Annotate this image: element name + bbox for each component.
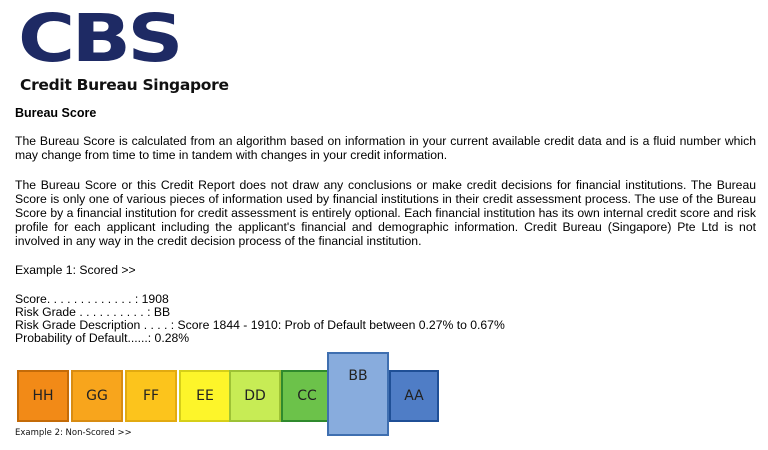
example2-label: Example 2: Non-Scored >> xyxy=(15,428,132,438)
risk-grade-line: Risk Grade . . . . . . . . . . : BB xyxy=(15,305,171,319)
grade-band-cc: CC xyxy=(281,370,333,422)
probability-of-default-line: Probability of Default......: 0.28% xyxy=(15,331,190,345)
cbs-logo xyxy=(18,0,229,98)
paragraph-score-explanation: The Bureau Score is calculated from an algorithm based on information in your current available credit data and is a fluid number which may change from time to time in tandem with changes in your credit information. xyxy=(15,134,756,162)
grade-band-ff: FF xyxy=(125,370,177,422)
logo-letters: CBS xyxy=(18,0,180,77)
risk-grade-scale xyxy=(17,352,442,438)
paragraph-disclaimer: The Bureau Score or this Credit Report does not draw any conclusions or make credit decisions for financial institutions. The Bureau Score is only one of various pieces of information used by financial institutions in their credit assessment process. The use of the Bureau Score by a financial institution for credit assessment is entirely optional. Each financial institution has its own internal credit score and risk profile for each applicant including the applicant's financial and demographic information. Credit Bureau (Singapore) Pte Ltd is not involved in any way in the credit decision process of the financial institution. xyxy=(15,178,756,248)
grade-band-aa: AA xyxy=(389,370,439,422)
grade-band-bb-highlighted: BB xyxy=(327,352,389,436)
example1-label: Example 1: Scored >> xyxy=(15,263,136,277)
risk-grade-description-line: Risk Grade Description . . . . : Score 1844 - 1910: Prob of Default between 0.27% to 0.67% xyxy=(15,318,505,332)
grade-band-gg: GG xyxy=(71,370,123,422)
logo-tagline: Credit Bureau Singapore xyxy=(20,76,229,94)
section-heading: Bureau Score xyxy=(15,106,97,120)
grade-band-hh: HH xyxy=(17,370,69,422)
score-line: Score. . . . . . . . . . . . . : 1908 xyxy=(15,292,169,306)
grade-band-dd: DD xyxy=(229,370,281,422)
grade-band-ee: EE xyxy=(179,370,231,422)
